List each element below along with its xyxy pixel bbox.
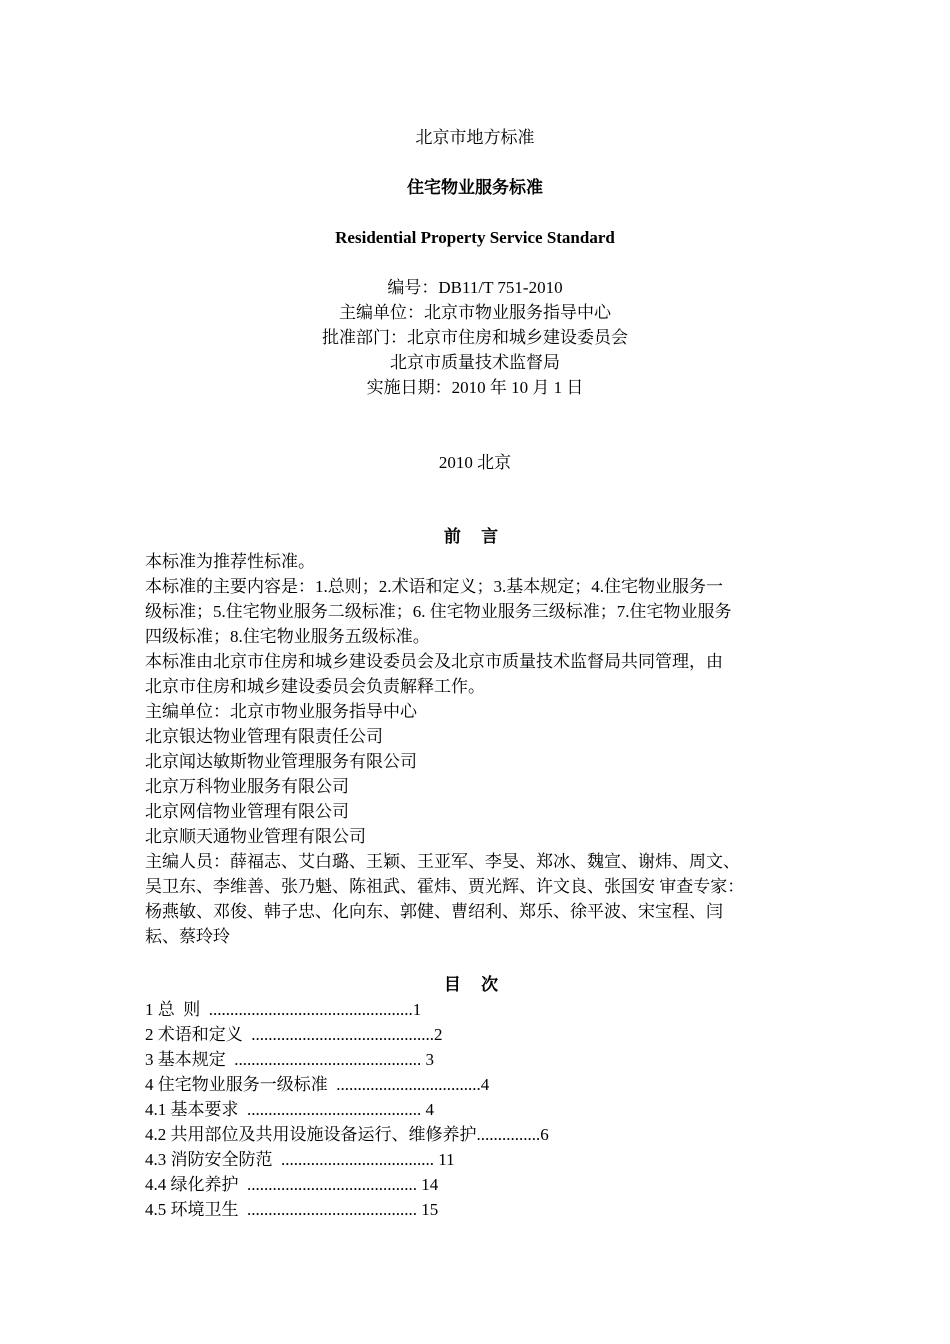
foreword-line: 级标准；5.住宅物业服务二级标准；6. 住宅物业服务三级标准；7.住宅物业服务 (145, 602, 732, 621)
foreword-line: 北京银达物业管理有限责任公司 (145, 727, 383, 746)
toc-entry[interactable]: 4 住宅物业服务一级标准 ..................................4 (145, 1075, 490, 1094)
toc-entry[interactable]: 4.2 共用部位及共用设施设备运行、维修养护...............6 (145, 1125, 549, 1144)
standard-number: 编号：DB11/T 751-2010 (387, 278, 563, 297)
issuing-org: 北京市地方标准 (415, 128, 535, 147)
foreword-line: 本标准为推荐性标准。 (145, 552, 315, 571)
toc-entry[interactable]: 1 总 则 ................................................1 (145, 1000, 422, 1019)
foreword-line: 北京闻达敏斯物业管理服务有限公司 (145, 752, 417, 771)
foreword-line: 北京万科物业服务有限公司 (145, 777, 349, 796)
foreword-line: 主编单位：北京市物业服务指导中心 (145, 702, 417, 721)
implementation-date: 实施日期：2010 年 10 月 1 日 (366, 378, 584, 397)
foreword-line: 北京网信物业管理有限公司 (145, 802, 349, 821)
foreword-line: 杨燕敏、邓俊、韩子忠、化向东、郭健、曹绍利、郑乐、徐平波、宋宝程、闫 (145, 902, 723, 921)
foreword-line: 耘、蔡玲玲 (145, 927, 230, 946)
toc-entry[interactable]: 4.5 环境卫生 ........................................ 15 (145, 1200, 439, 1219)
document-title-en: Residential Property Service Standard (335, 228, 615, 247)
foreword-line: 北京顺天通物业管理有限公司 (145, 827, 366, 846)
approval-dept-2: 北京市质量技术监督局 (390, 353, 560, 372)
foreword-line: 主编人员：薛福志、艾白璐、王颖、王亚军、李旻、郑冰、魏宣、谢炜、周文、 (145, 852, 740, 871)
foreword-line: 北京市住房和城乡建设委员会负责解释工作。 (145, 677, 485, 696)
foreword-line: 吴卫东、李维善、张乃魁、陈祖武、霍炜、贾光辉、许文良、张国安 审查专家： (145, 877, 745, 896)
toc-entry[interactable]: 4.3 消防安全防范 .................................... 11 (145, 1150, 455, 1169)
toc-entry[interactable]: 4.1 基本要求 ......................................... 4 (145, 1100, 434, 1119)
toc-entry[interactable]: 2 术语和定义 ...........................................2 (145, 1025, 443, 1044)
foreword-line: 本标准的主要内容是：1.总则；2.术语和定义；3.基本规定；4.住宅物业服务一 (145, 577, 723, 596)
toc-entry[interactable]: 3 基本规定 ............................................ 3 (145, 1050, 434, 1069)
document-title-cn: 住宅物业服务标准 (407, 178, 543, 197)
toc-heading: 目 次 (443, 975, 507, 994)
foreword-heading: 前 言 (443, 527, 507, 546)
chief-editor-unit: 主编单位：北京市物业服务指导中心 (339, 303, 611, 322)
year-place: 2010 北京 (438, 453, 512, 472)
approval-dept-1: 批准部门：北京市住房和城乡建设委员会 (322, 328, 628, 347)
foreword-line: 本标准由北京市住房和城乡建设委员会及北京市质量技术监督局共同管理，由 (145, 652, 723, 671)
foreword-line: 四级标准；8.住宅物业服务五级标准。 (145, 627, 430, 646)
toc-entry[interactable]: 4.4 绿化养护 ........................................ 14 (145, 1175, 439, 1194)
